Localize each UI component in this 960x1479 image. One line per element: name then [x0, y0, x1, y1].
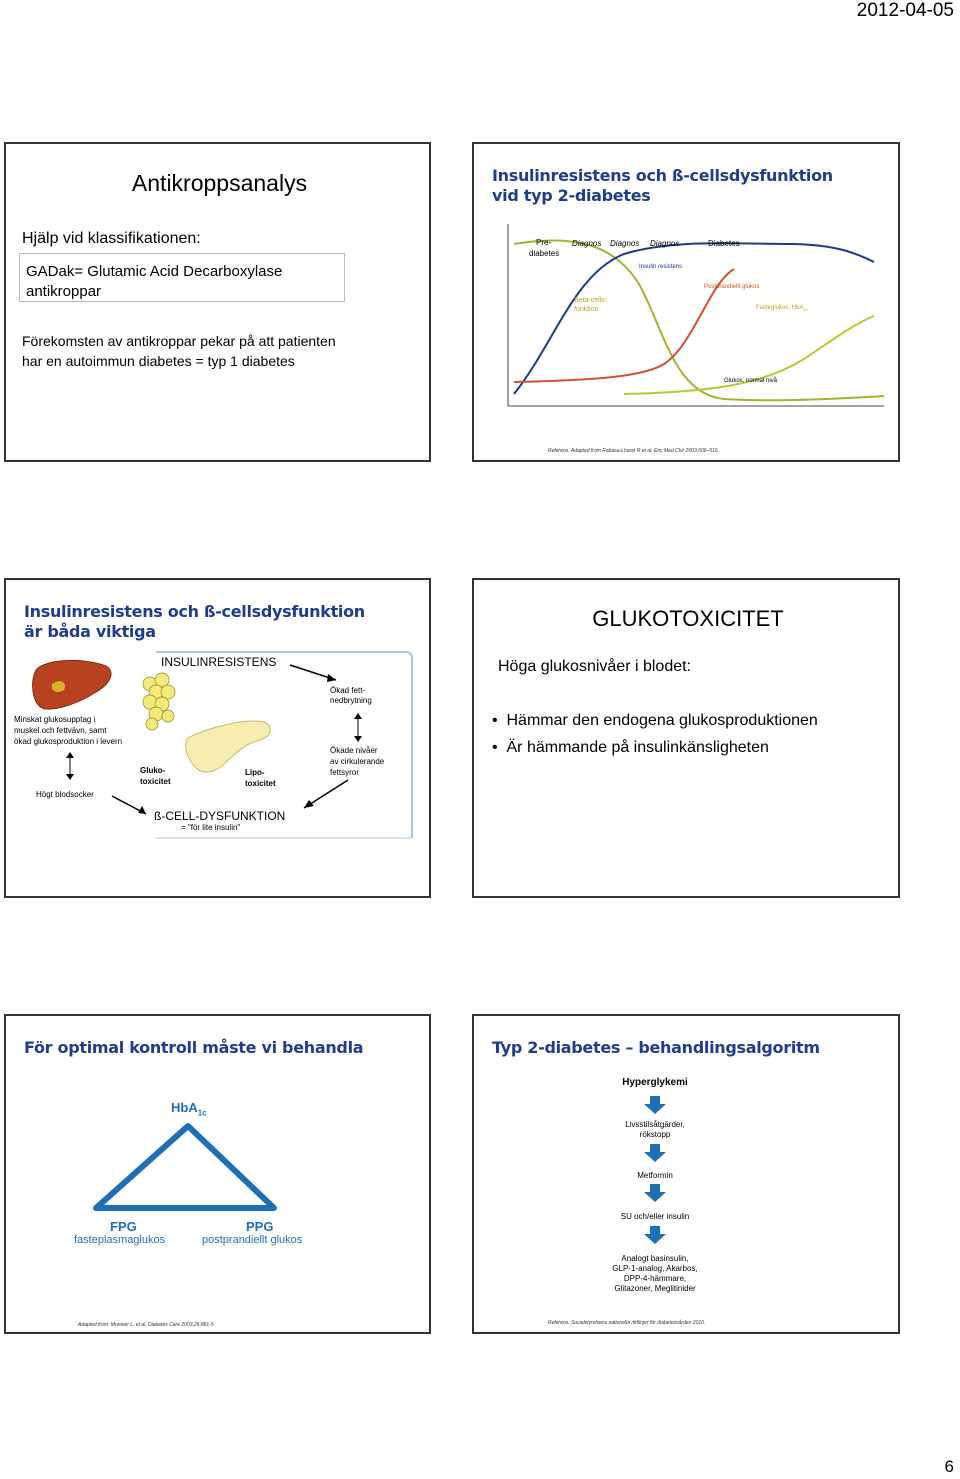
fasteglukos-text: Fasteglukos, HbA	[756, 305, 804, 311]
okade-label-2: av cirkulerande	[330, 757, 385, 766]
slide-title-line2: är båda viktiga	[24, 622, 156, 641]
arrow-tail-right	[354, 713, 362, 719]
gadak-box	[19, 253, 345, 302]
bcell-dysfunktion-label: ß-CELL-DYSFUNKTION	[154, 809, 286, 823]
arrow-down-3	[644, 1184, 666, 1202]
betacell-label-2: funktion	[574, 306, 599, 313]
okade-label-1: Ökade nivåer	[330, 746, 378, 755]
fasteglukos-label	[756, 305, 808, 312]
slide-insulinresistens-bada-viktiga	[4, 578, 431, 898]
prediabetes-label-2: diabetes	[529, 249, 560, 258]
step-su-insulin: SU och/eller insulin	[620, 1212, 690, 1221]
fat-cells-icon	[143, 673, 175, 730]
triangle-diagram	[6, 1016, 433, 1336]
postprandiellt-label: Postprandiellt glukos	[704, 284, 760, 290]
fasteglukos-sub: 1c	[803, 307, 808, 313]
liver-icon	[33, 660, 111, 709]
diagnos-label-1: Diagnos	[572, 239, 602, 248]
arrow-head-fett	[327, 674, 336, 682]
insulin-resistens-label: Insulin resistens	[639, 264, 683, 270]
arrow-down-2	[644, 1144, 666, 1162]
pancreas-icon	[186, 721, 271, 772]
slide-subtitle: Hjälp vid klassifikationen:	[22, 230, 201, 247]
slide-insulinresistens-typ2	[472, 142, 900, 462]
slide-behandlingsalgoritm	[472, 1014, 900, 1334]
slide-title-line1: Insulinresistens och ß-cellsdysfunktion	[24, 602, 365, 621]
reference-text: Adapted from: Monnier L. et al. Diabetes Care 2003;26:881-5	[78, 1322, 214, 1328]
slide-antikroppsanalys	[4, 142, 431, 462]
slide-title: Antikroppsanalys	[131, 170, 308, 196]
beta-cell-function-curve	[514, 240, 884, 400]
okade-label-3: fettsyror	[330, 768, 359, 777]
lipo-label-1: Lipo-	[245, 768, 265, 777]
step-livsstil-2: rökstopp	[639, 1130, 671, 1139]
step-livsstil-1: Livsstilsåtgärder,	[625, 1120, 685, 1129]
bullet-dot: •	[492, 712, 507, 729]
gluko-label-1: Gluko-	[140, 766, 166, 775]
bcell-sub-label: = "för lite insulin"	[181, 823, 241, 832]
bullet-text: Hämmar den endogena glukosproduktionen	[506, 712, 818, 729]
betacell-label-1: Beta-cells-	[574, 297, 608, 304]
okad-fett-label-1: Ökad fett-	[330, 686, 366, 695]
slide-glukotoxicitet	[472, 578, 900, 898]
slide-optimal-kontroll	[4, 1014, 431, 1334]
minskat-label-3: ökad glukosproduktion i levern	[14, 737, 123, 746]
arrow-head-left-down	[66, 774, 74, 780]
slide-title: GLUKOTOXICITET	[592, 606, 784, 631]
bullet-text: Är hämmande på insulinkänsligheten	[506, 739, 769, 756]
arrow-head-right	[354, 736, 362, 742]
diagnos-label-2: Diagnos	[610, 239, 640, 248]
arrow-head-bcell	[304, 800, 314, 808]
lipo-label-2: toxicitet	[245, 779, 276, 788]
hba-label	[171, 1100, 207, 1118]
ppg-sub-label: postprandiellt glukos	[202, 1234, 303, 1246]
reference-text: Referens: Adapted from Rabasa-Lhoret R et al. Enc Med Chir 2003;506–516.	[548, 448, 720, 454]
reference-text: Referens: Socialstyrelsens nationella riktlinjer för diabetesvården 2010.	[548, 1320, 706, 1326]
header-date: 2012-04-05	[856, 0, 954, 21]
step-analogt-1: Analogt basinsulin,	[621, 1254, 689, 1263]
gluko-label-2: toxicitet	[140, 777, 171, 786]
arrow-down-4	[644, 1226, 666, 1244]
hba-sub: 1c	[197, 1108, 207, 1118]
fpg-sub-label: fasteplasmaglukos	[74, 1234, 166, 1246]
okad-fett-label-2: nedbrytning	[330, 696, 372, 705]
gadak-line1: GADak= Glutamic Acid Decarboxylase	[26, 263, 283, 280]
hba-text: HbA	[171, 1100, 198, 1115]
slide-title-line2: vid typ 2-diabetes	[492, 186, 651, 205]
insulinresistens-label: INSULINRESISTENS	[161, 655, 277, 669]
paragraph-line1: Förekomsten av antikroppar pekar på att patienten	[22, 333, 336, 349]
slide-title-line1: Insulinresistens och ß-cellsdysfunktion	[492, 166, 833, 185]
bullet-item-1	[492, 712, 818, 730]
prediabetes-label-1: Pre-	[536, 238, 552, 247]
glukos-normal-label: Glukos, normal nivå	[724, 378, 778, 384]
step-analogt-3: DPP-4-hämmare,	[623, 1274, 687, 1283]
minskat-label-1: Minskat glukosupptag i	[14, 715, 96, 724]
page-number: 6	[944, 1457, 954, 1476]
arrow-down-1	[644, 1096, 666, 1114]
step-analogt-4: Glitazoner, Meglitinider	[614, 1284, 696, 1293]
diabetes-label: Diabetes	[708, 239, 740, 248]
triangle-shape	[96, 1126, 274, 1208]
slide-title: Typ 2-diabetes – behandlingsalgoritm	[492, 1038, 820, 1057]
step-hyperglykemi: Hyperglykemi	[622, 1077, 688, 1088]
bullet-dot: •	[492, 739, 507, 756]
bullet-item-2	[492, 739, 769, 757]
paragraph-line2: har en autoimmun diabetes = typ 1 diabetes	[22, 353, 295, 369]
slide-subtitle: Höga glukosnivåer i blodet:	[498, 658, 692, 675]
step-metformin: Metformin	[637, 1171, 673, 1180]
postprandial-glucose-curve	[514, 269, 734, 382]
arrow-head-left-up	[66, 752, 74, 758]
minskat-label-2: muskel och fettvävn, samt	[14, 726, 107, 735]
diagnos-label-3: Diagnos	[650, 239, 680, 248]
insulin-resistance-curve	[514, 243, 874, 394]
slide-title: För optimal kontroll måste vi behandla	[24, 1038, 364, 1057]
ppg-label: PPG	[246, 1219, 274, 1234]
fpg-label: FPG	[110, 1219, 137, 1234]
hogt-blodsocker-label: Högt blodsocker	[36, 790, 94, 799]
diabetes-progression-diagram	[474, 144, 902, 464]
gadak-line2: antikroppar	[26, 283, 102, 300]
step-analogt-2: GLP-1-analog, Akarbos,	[612, 1264, 698, 1273]
